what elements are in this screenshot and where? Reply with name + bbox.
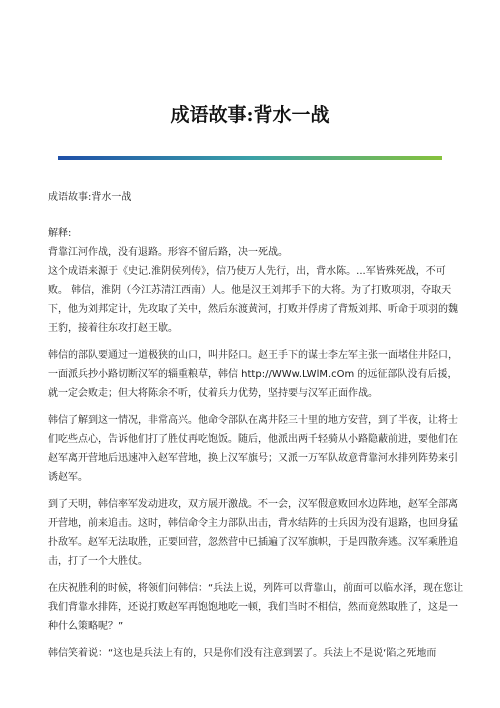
definition-label: 解释:	[48, 228, 72, 239]
paragraph-battle: 到了天明，韩信率军发动进攻，双方展开激战。不一会，汉军假意败回水边阵地，赵军全部离开营地，前来追击。这时，韩信命令主力部队出击，背水结阵的士兵因为没有退路，也回身猛扑敌军。赵军无法取胜，正要回营，忽然营中已插遍了汉军旗帜，于是四散奔逃。汉军乘胜追击，打了一个大胜仗。	[48, 499, 458, 567]
definition-text: 背靠江河作战，没有退路。形容不留后路，决一死战。	[48, 247, 288, 258]
document-title: 成语故事:背水一战	[170, 104, 330, 126]
gradient-divider	[58, 156, 442, 160]
subtitle: 成语故事:背水一战	[48, 192, 132, 203]
paragraph-origin: 这个成语来源于《史记.淮阴侯列传》，信乃使万人先行，出，背水陈。...军皆殊死战，不可败。 韩信，淮阴（今江苏清江西南）人。他是汉王刘邦手下的大将。为了打败项羽，夺取天下，他为刘邦定计，先攻取了关中，然后东渡黄河，打败并俘虏了背叛刘邦、听命于项羽的魏王豹，接着往东攻打赵王歇。	[48, 266, 458, 334]
paragraph-reply: 韩信笑着说：“这也是兵法上有的，只是你们没有注意到罢了。兵法上不是说‘陷之死地而	[48, 648, 437, 659]
paragraph-jingxing: 韩信的部队要通过一道极狭的山口，叫井陉口。赵王手下的谋士李左军主张一面堵住井陉口，一面派兵抄小路切断汉军的辎重粮草，韩信 http://WWw.LWlM.cOm 的远征部队没有后援，就一定会败走；但大将陈余不听，仗着兵力优势，坚持要与汉军正面作战。	[48, 350, 458, 399]
paragraph-plan: 韩信了解到这一情况，非常高兴。他命令部队在离井陉三十里的地方安营，到了半夜，让将士们吃些点心，告诉他们打了胜仗再吃饱饭。随后，他派出两千轻骑从小路隐蔽前进，要他们在赵军离开营地后迅速冲入赵军营地，换上汉军旗号；又派一万军队故意背靠河水排列阵势来引诱赵军。	[48, 415, 458, 483]
document-body	[48, 188, 464, 671]
paragraph-celebration: 在庆祝胜利的时候，将领们问韩信：“兵法上说，列阵可以背靠山，前面可以临水泽，现在您让我们背靠水排阵，还说打败赵军再饱饱地吃一顿，我们当时不相信，然而竟然取胜了，这是一种什么策略呢？”	[48, 583, 464, 632]
